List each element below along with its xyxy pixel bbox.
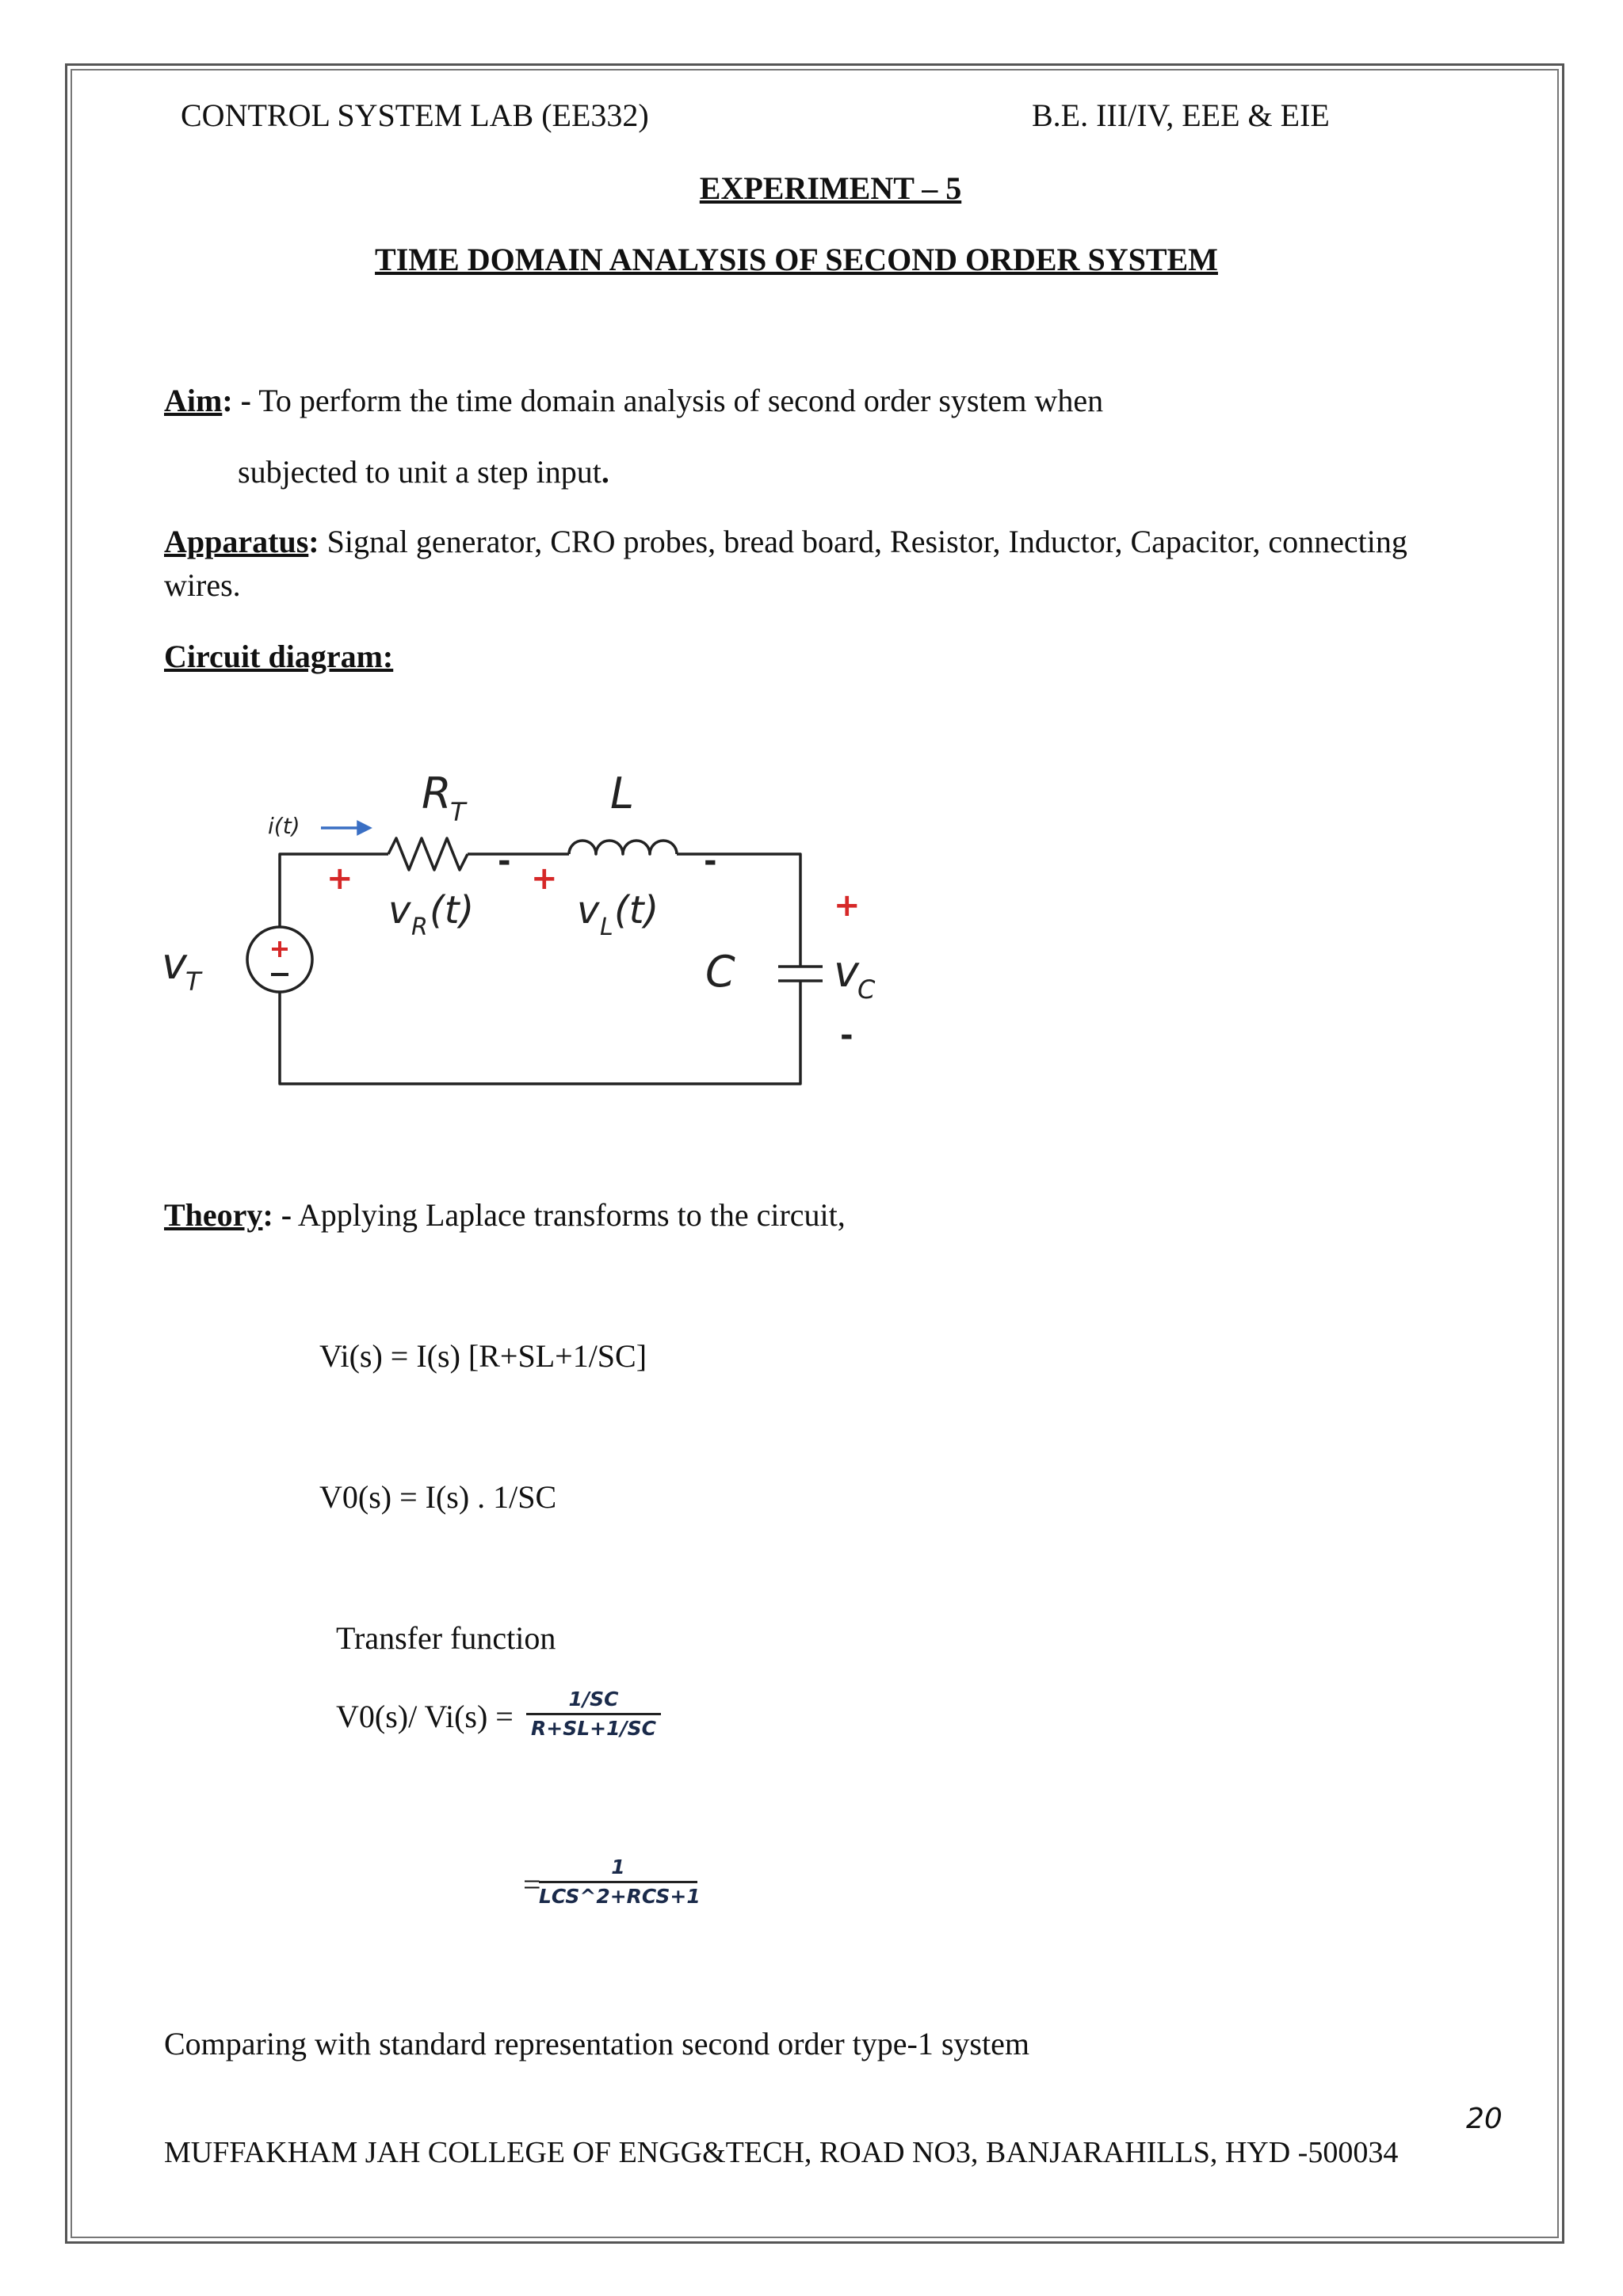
current-arrow [321,822,369,833]
vr-subscript: R [411,913,428,941]
transfer-function-lhs: V0(s)/ Vi(s) = [336,1699,514,1734]
aim-sep: : - [222,383,251,418]
header-program: B.E. III/IV, EEE & EIE [1032,97,1330,133]
apparatus-line2: wires. [164,567,241,603]
circuit-diagram [151,761,927,1093]
source-subscript: T [185,967,201,997]
inductor-label: L [610,769,635,818]
apparatus-sep: : [308,524,319,559]
theory-sep: : - [262,1197,292,1233]
aim-text: To perform the time domain analysis of second order system when [250,383,1104,418]
vc-minus-sign: - [840,1017,854,1054]
apparatus-text: Signal generator, CRO probes, bread board, Resistor, Inductor, Capacitor, connecting [319,524,1407,559]
aim-line2 [238,453,609,491]
vr-plus-sign: + [327,860,353,897]
vc-label: v [834,947,859,997]
vl-minus-sign: - [704,843,717,879]
aim-label: Aim [164,383,223,418]
aim-period: . [601,454,609,490]
experiment-number: EXPERIMENT – 5 [699,170,962,206]
transfer-function-label: Transfer function [336,1620,556,1656]
apparatus-line1 [164,523,1407,561]
vc-plus-sign: + [834,887,861,924]
resistor-symbol [388,838,468,870]
vl-arg: (t) [614,888,659,933]
transfer-fraction-2 [539,1854,701,1910]
page-number: 20 [1466,2103,1503,2135]
fraction-1-denominator: R+SL+1/SC [531,1717,656,1740]
theory-label: Theory [164,1197,263,1233]
vl-label: v [577,888,600,933]
vr-arg: (t) [430,888,475,933]
vl-subscript: L [600,913,613,941]
header-course: CONTROL SYSTEM LAB (EE332) [181,97,649,133]
inductor-symbol [569,841,677,854]
source-label: v [162,939,187,989]
comparing-text: Comparing with standard representation second order type-1 system [164,2026,1029,2061]
current-label: i(t) [268,813,300,839]
experiment-title: TIME DOMAIN ANALYSIS OF SECOND ORDER SYSTEM [375,242,1218,277]
voltage-source [247,927,312,992]
aim-line1 [164,382,1103,420]
apparatus-label: Apparatus [164,524,309,559]
fraction-2-numerator: 1 [611,1855,625,1878]
source-plus-sign [272,941,288,957]
wire-right-top [677,854,800,967]
vc-subscript: C [857,974,876,1005]
transfer-fraction-1 [526,1686,661,1742]
footer-college: MUFFAKHAM JAH COLLEGE OF ENGG&TECH, ROAD NO3, BANJARAHILLS, HYD -500034 [164,2136,1399,2169]
circuit-heading: Circuit diagram: [164,639,394,674]
equation-input-voltage: Vi(s) = I(s) [R+SL+1/SC] [319,1338,647,1374]
vr-label: v [388,888,411,933]
vl-plus-sign: + [531,860,558,897]
theory-line [164,1196,846,1234]
aim-text-2: subjected to unit a step input [238,454,601,490]
equals-sign: = [523,1867,541,1902]
theory-text: Applying Laplace transforms to the circuit, [292,1197,846,1233]
resistor-subscript: T [450,797,466,827]
capacitor-label: C [705,947,735,997]
fraction-2-denominator: LCS^2+RCS+1 [539,1885,701,1908]
fraction-1-numerator: 1/SC [568,1688,619,1711]
resistor-label: R [422,769,452,818]
vr-minus-sign: - [498,843,511,879]
equation-output-voltage: V0(s) = I(s) . 1/SC [319,1479,557,1515]
